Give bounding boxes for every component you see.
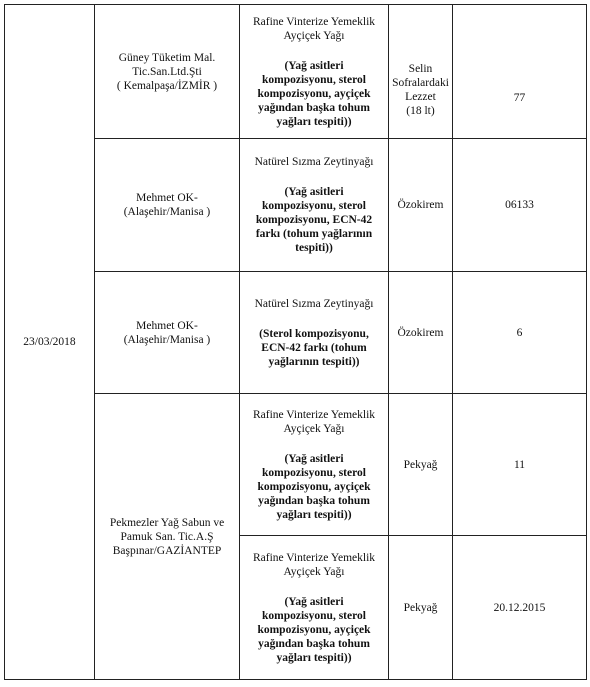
- analysis-line: (Sterol kompozisyonu,: [259, 327, 369, 340]
- brand-line: Pekyağ: [403, 458, 438, 471]
- firm-line: (Alaşehir/Manisa ): [123, 333, 211, 346]
- firm-line: Pekmezler Yağ Sabun ve: [109, 516, 225, 529]
- analysis-line: kompozisyonu, ayçiçek: [257, 87, 371, 100]
- product-name-line: Ayçiçek Yağı: [283, 565, 345, 578]
- analysis-text: [240, 59, 388, 129]
- brand-line: Özokirem: [397, 199, 444, 211]
- brand-line: (18 lt): [406, 104, 435, 117]
- analysis-line: kompozisyonu, sterol: [262, 200, 366, 212]
- analysis-line: yağından başka tohum: [258, 494, 370, 507]
- analysis-line: (Yağ asitleri: [284, 59, 344, 72]
- analysis-line: kompozisyonu, ECN-42: [255, 214, 373, 226]
- lot-cell: 20.12.2015: [453, 536, 587, 680]
- firm-line: ( Kemalpaşa/İZMİR ): [116, 79, 218, 92]
- analysis-line: (Yağ asitleri: [284, 595, 344, 608]
- analysis-line: kompozisyonu, sterol: [262, 609, 366, 622]
- analysis-line: yağları tespiti)): [276, 651, 352, 664]
- inspection-table: [4, 4, 587, 680]
- product-name-line: Rafine Vinterize Yemeklik: [252, 15, 376, 28]
- firm-cell: [95, 139, 240, 272]
- analysis-line: kompozisyonu, ayçiçek: [257, 623, 371, 636]
- brand-line: Özokirem: [397, 326, 444, 339]
- analysis-line: farkı (tohum yağlarının: [255, 228, 373, 240]
- product-name-line: Natürel Sızma Zeytinyağı: [254, 297, 374, 310]
- analysis-text: [240, 185, 388, 255]
- analysis-line: ECN-42 farkı (tohum: [261, 341, 367, 354]
- firm-line: Mehmet OK-: [136, 192, 198, 204]
- lot-cell: 6: [453, 272, 587, 394]
- brand-cell: [389, 536, 453, 680]
- table-row: [5, 5, 587, 139]
- firm-line: Mehmet OK-: [136, 319, 198, 332]
- brand-cell: [389, 5, 453, 139]
- firm-cell: [95, 394, 240, 680]
- analysis-line: tespiti)): [295, 242, 333, 254]
- analysis-line: kompozisyonu, ayçiçek: [257, 480, 371, 493]
- brand-line: Lezzet: [405, 90, 436, 103]
- product-cell: [240, 139, 389, 272]
- product-cell: [240, 5, 389, 139]
- product-name-line: Rafine Vinterize Yemeklik: [252, 551, 376, 564]
- lot-cell: 11: [453, 394, 587, 536]
- analysis-text: [240, 452, 388, 522]
- date-cell: 23/03/2018: [5, 5, 95, 680]
- product-cell: [240, 536, 389, 680]
- analysis-line: yağından başka tohum: [258, 101, 370, 114]
- analysis-line: (Yağ asitleri: [284, 186, 344, 198]
- firm-line: Tic.San.Ltd.Şti: [132, 65, 202, 78]
- analysis-line: (Yağ asitleri: [284, 452, 344, 465]
- product-name-line: Ayçiçek Yağı: [283, 29, 345, 42]
- analysis-line: kompozisyonu, sterol: [262, 466, 366, 479]
- brand-cell: [389, 139, 453, 272]
- brand-cell: [389, 272, 453, 394]
- product-name-line: Ayçiçek Yağı: [283, 422, 345, 435]
- product-name-line: Rafine Vinterize Yemeklik: [252, 408, 376, 421]
- analysis-text: [240, 327, 388, 369]
- brand-line: Sofralardaki: [392, 76, 449, 89]
- firm-cell: [95, 272, 240, 394]
- analysis-line: yağından başka tohum: [258, 637, 370, 650]
- firm-line: (Alaşehir/Manisa ): [123, 206, 211, 218]
- analysis-line: yağları tespiti)): [276, 508, 352, 521]
- brand-line: Pekyağ: [403, 601, 438, 614]
- firm-cell: [95, 5, 240, 139]
- lot-cell: 77: [453, 5, 587, 139]
- analysis-line: kompozisyonu, sterol: [262, 73, 366, 86]
- analysis-line: yağlarının tespiti)): [268, 355, 360, 368]
- firm-line: Güney Tüketim Mal.: [118, 51, 216, 64]
- lot-cell: 06133: [453, 139, 587, 272]
- brand-line: Selin: [408, 62, 433, 75]
- product-name-line: Natürel Sızma Zeytinyağı: [254, 156, 374, 168]
- brand-cell: [389, 394, 453, 536]
- analysis-text: [240, 595, 388, 665]
- product-cell: [240, 394, 389, 536]
- analysis-line: yağları tespiti)): [276, 115, 352, 128]
- firm-line: Pamuk San. Tic.A.Ş: [120, 530, 214, 543]
- firm-line: Başpınar/GAZİANTEP: [112, 544, 222, 557]
- product-cell: [240, 272, 389, 394]
